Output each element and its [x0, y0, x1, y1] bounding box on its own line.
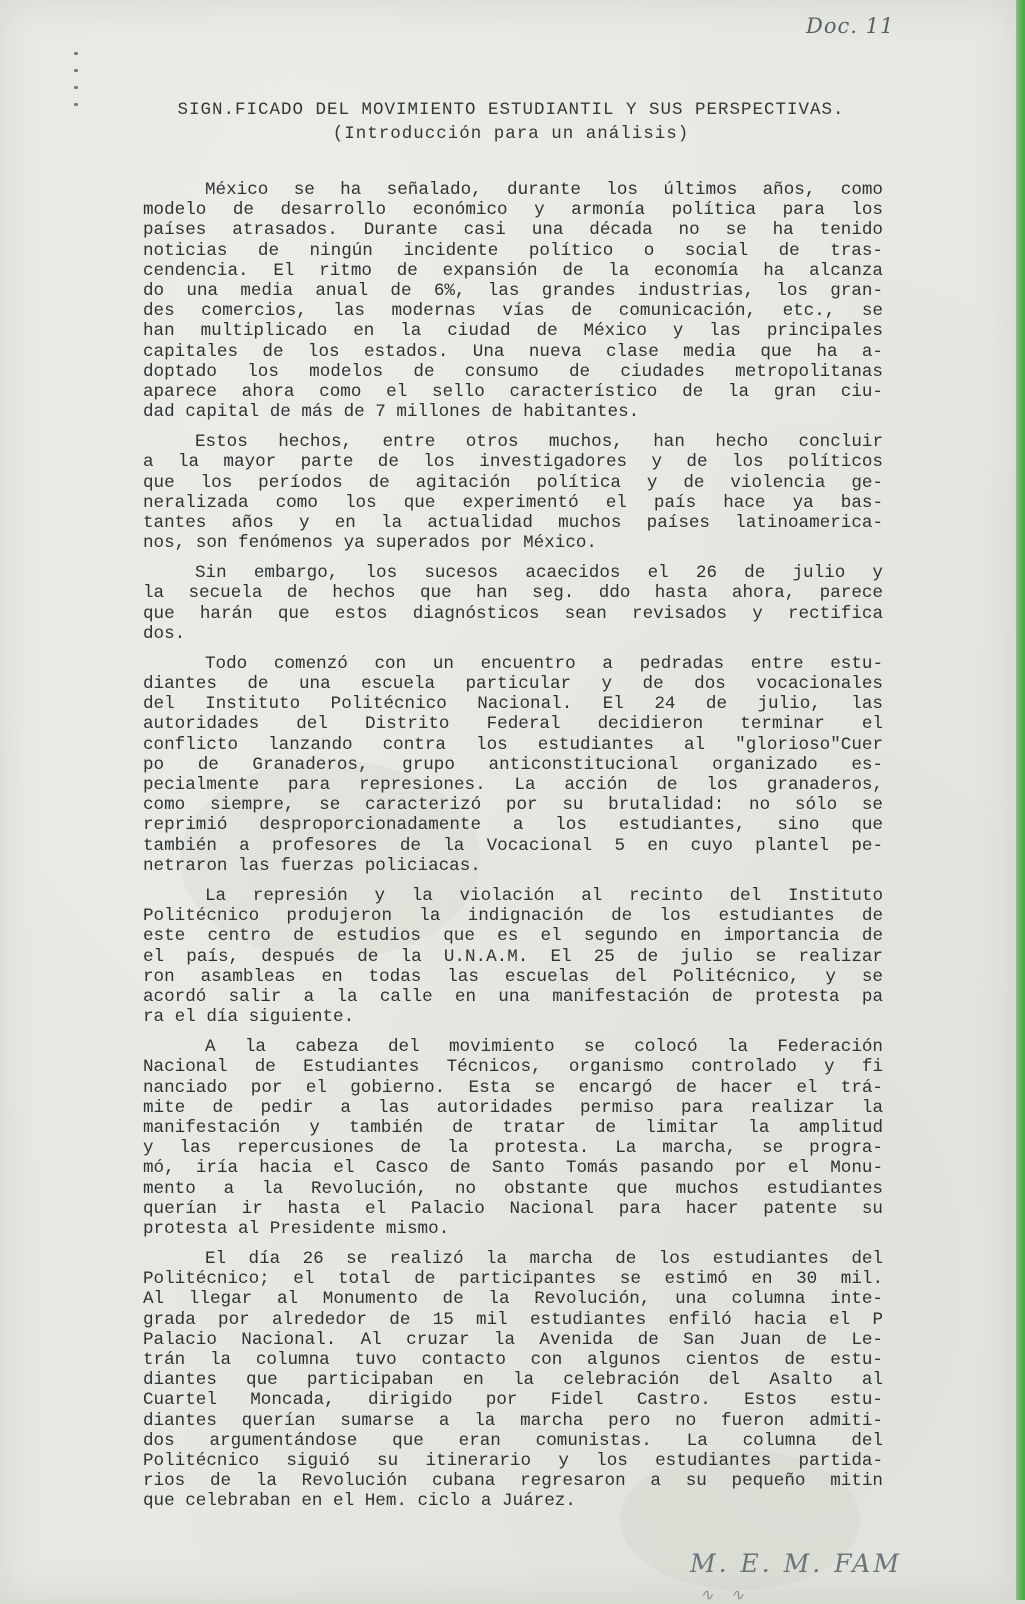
paragraph-line: grada por alrededor de 15 mil estudiantes enfiló hacia el P	[143, 1309, 883, 1330]
paragraph	[143, 1037, 883, 1239]
paragraph	[143, 563, 883, 644]
paragraph-line: cendencia. El ritmo de expansión de la economía ha alcanza	[143, 260, 883, 281]
paragraph	[143, 1249, 883, 1512]
paragraph-line: manifestación y también de tratar de limitar la amplitud	[143, 1117, 883, 1138]
paragraph-line: que harán que estos diagnósticos sean revisados y rectifica	[143, 603, 883, 624]
paragraph-line: doptado los modelos de consumo de ciudades metropolitanas	[143, 361, 883, 382]
paragraph-line: que los períodos de agitación política y de violencia ge-	[143, 472, 883, 493]
subtitle-line: (Introducción para un análisis)	[332, 124, 690, 144]
handwritten-initials: M. E. M. FAM	[690, 1549, 902, 1578]
paragraph-line: modelo de desarrollo económico y armonía política para los	[143, 200, 883, 221]
paragraph-line: Politécnico siguió su itinerario y los estudiantes partida-	[143, 1450, 883, 1471]
paragraph-line: ron asambleas en todas las escuelas del Politécnico, y se	[143, 966, 883, 987]
paragraph-line: ra el día siguiente.	[143, 1007, 355, 1028]
paragraph	[143, 886, 883, 1027]
paragraph-line: El día 26 se realizó la marcha de los estudiantes del	[205, 1248, 883, 1269]
paragraph-line: tantes años y en la actualidad muchos países latinoamerica-	[143, 513, 883, 534]
paragraph-line: dos.	[143, 623, 186, 644]
paragraph-line: nos, son fenómenos ya superados por México.	[143, 533, 597, 554]
paragraph-line: conflicto lanzando contra los estudiantes al "glorioso"Cuer	[143, 734, 883, 755]
paragraph-line: autoridades del Distrito Federal decidieron terminar el	[143, 714, 883, 735]
paragraph-line: Nacional de Estudiantes Técnicos, organismo controlado y fi	[143, 1057, 883, 1078]
paragraph-line: mento a la Revolución, no obstante que muchos estudiantes	[143, 1178, 883, 1199]
paragraph-line: trán la columna tuvo contacto con algunos cientos de estu-	[143, 1349, 883, 1370]
paragraph-line: neralizada como los que experimentó el país hace ya bas-	[143, 492, 883, 513]
document-body	[143, 180, 883, 1521]
paragraph	[143, 654, 883, 876]
document-reference-number: Doc. 11	[806, 14, 895, 38]
paragraph-line: Cuartel Moncada, dirigido por Fidel Castro. Estos estu-	[143, 1390, 883, 1411]
paragraph-line: protesta al Presidente mismo.	[143, 1218, 450, 1239]
paragraph-line: diantes querían sumarse a la marcha pero no fueron admiti-	[143, 1410, 883, 1431]
paragraph-line: como siempre, se caracterizó por su brutalidad: no sólo se	[143, 795, 883, 816]
paragraph-line: dad capital de más de 7 millones de habitantes.	[143, 402, 640, 423]
paragraph-line: capitales de los estados. Una nueva clase media que ha a-	[143, 341, 883, 362]
paragraph-line: nanciado por el gobierno. Esta se encargó de hacer el trá-	[143, 1077, 883, 1098]
punch-marks	[74, 52, 80, 112]
paragraph-line: Politécnico; el total de participantes se estimó en 30 mil.	[143, 1269, 883, 1290]
paragraph-line: a la mayor parte de los investigadores y de los políticos	[143, 452, 883, 473]
paragraph-line: Sin embargo, los sucesos acaecidos el 26 de julio y	[195, 563, 883, 584]
document-title	[146, 98, 876, 146]
paragraph-line: que celebraban en el Hem. ciclo a Juárez.	[143, 1491, 576, 1512]
paragraph-line: A la cabeza del movimiento se colocó la Federación	[205, 1037, 883, 1058]
paragraph-line: diantes de una escuela particular y de dos vocacionales	[143, 674, 883, 695]
paragraph-line: la secuela de hechos que han seg. ddo hasta ahora, parece	[143, 583, 883, 604]
paragraph-line: querían ir hasta el Palacio Nacional para hacer patente su	[143, 1198, 883, 1219]
paragraph-line: el país, después de la U.N.A.M. El 25 de julio se realizar	[143, 946, 883, 967]
paragraph-line: reprimió desproporcionadamente a los estudiantes, sino que	[143, 815, 883, 836]
scan-edge-border	[1016, 0, 1025, 1600]
paragraph-line: Todo comenzó con un encuentro a pedradas entre estu-	[205, 653, 883, 674]
paragraph-line: do una media anual de 6%, las grandes industrias, los gran-	[143, 281, 883, 302]
paragraph-line: Palacio Nacional. Al cruzar la Avenida de San Juan de Le-	[143, 1329, 883, 1350]
paragraph-line: aparece ahora como el sello característico de la gran ciu-	[143, 382, 883, 403]
paragraph-line: y las repercusiones de la protesta. La marcha, se progra-	[143, 1138, 883, 1159]
paragraph	[143, 180, 883, 422]
paragraph-line: des comercios, las modernas vías de comunicación, etc., se	[143, 301, 883, 322]
paragraph-line: acordó salir a la calle en una manifestación de protesta pa	[143, 986, 883, 1007]
paragraph	[143, 432, 883, 553]
handwritten-scribble: ∿ ∿	[700, 1585, 750, 1604]
paragraph-line: Estos hechos, entre otros muchos, han hecho concluir	[195, 432, 883, 453]
paragraph-line: netraron las fuerzas policiacas.	[143, 855, 481, 876]
paragraph-line: Al llegar al Monumento de la Revolución, una columna inte-	[143, 1289, 883, 1310]
paragraph-line: han multiplicado en la ciudad de México y las principales	[143, 321, 883, 342]
paragraph-line: po de Granaderos, grupo anticonstitucional organizado es-	[143, 754, 883, 775]
paragraph-line: también a profesores de la Vocacional 5 en cuyo plantel pe-	[143, 835, 883, 856]
paragraph-line: países atrasados. Durante casi una década no se ha tenido	[143, 220, 883, 241]
paragraph-line: Politécnico produjeron la indignación de los estudiantes de	[143, 906, 883, 927]
paragraph-line: del Instituto Politécnico Nacional. El 24 de julio, las	[143, 694, 883, 715]
paragraph-line: mó, iría hacia el Casco de Santo Tomás pasando por el Monu-	[143, 1158, 883, 1179]
paragraph-line: diantes que participaban en la celebración del Asalto al	[143, 1370, 883, 1391]
paragraph-line: noticias de ningún incidente político o social de tras-	[143, 240, 883, 261]
paragraph-line: La represión y la violación al recinto del Instituto	[205, 885, 883, 906]
paragraph-line: rios de la Revolución cubana regresaron a su pequeño mitin	[143, 1471, 883, 1492]
title-line: SIGN.FICADO DEL MOVIMIENTO ESTUDIANTIL Y SUS PERSPECTIVAS.	[177, 100, 845, 120]
paragraph-line: México se ha señalado, durante los últimos años, como	[205, 180, 883, 200]
paragraph-line: mite de pedir a las autoridades permiso para realizar la	[143, 1097, 883, 1118]
paragraph-line: dos argumentándose que eran comunistas. La columna del	[143, 1430, 883, 1451]
paragraph-line: pecialmente para represiones. La acción de los granaderos,	[143, 775, 883, 796]
paragraph-line: este centro de estudios que es el segundo en importancia de	[143, 926, 883, 947]
